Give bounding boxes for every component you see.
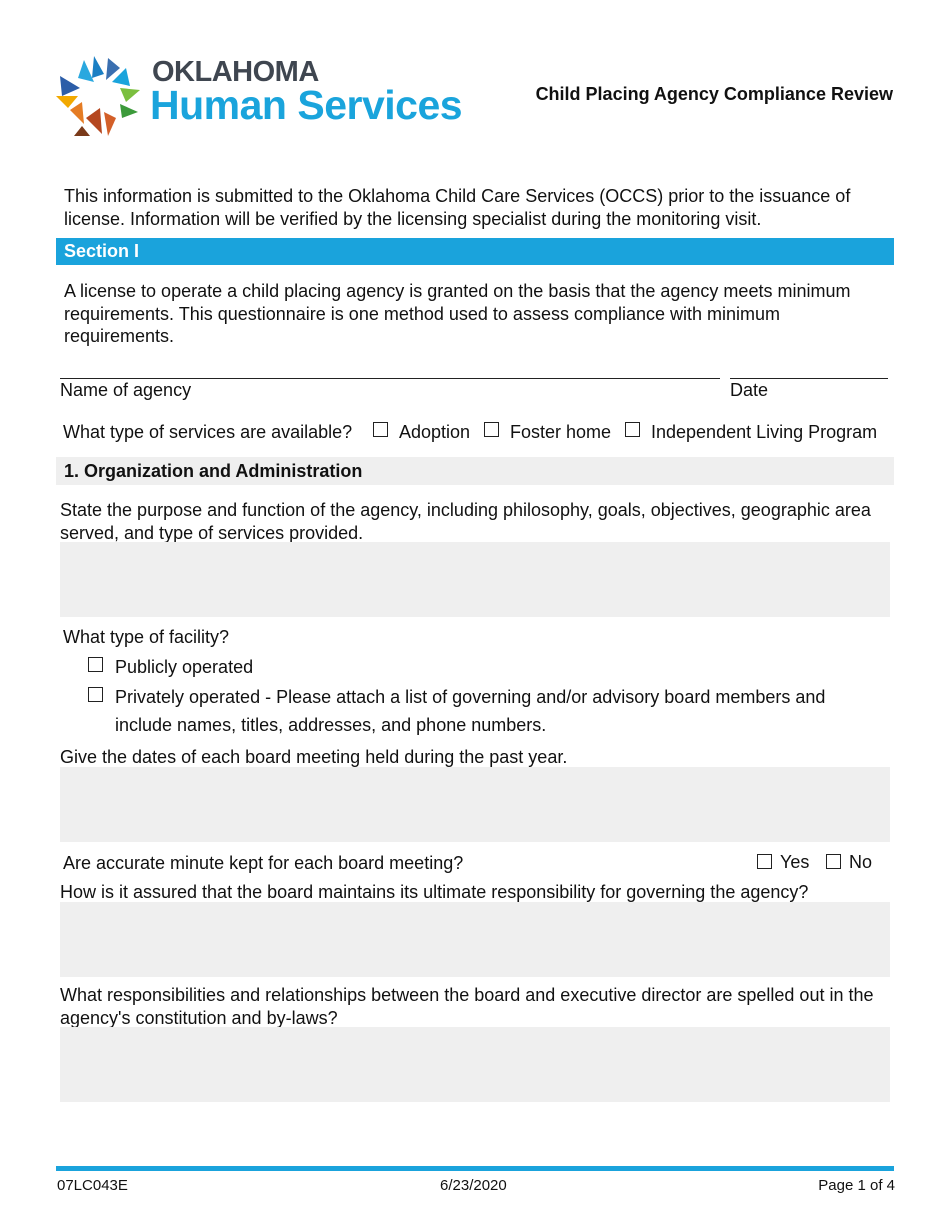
board-dates-answer-field[interactable] — [60, 767, 890, 842]
adoption-label: Adoption — [399, 422, 471, 442]
responsibility-question: How is it assured that the board maintains its ultimate responsibility for governing the agency? — [60, 882, 809, 902]
minutes-question: Are accurate minute kept for each board meeting? — [63, 853, 464, 873]
facility-question: What type of facility? — [63, 627, 230, 647]
board-dates-question: Give the dates of each board meeting held during the past year. — [60, 747, 568, 767]
revision-date: 6/23/2020 — [440, 1177, 507, 1194]
relationships-question: What responsibilities and relationships between the board and executive director are spelled out in the agency's constitution and by-laws? — [60, 985, 874, 1028]
publicly-operated-checkbox[interactable] — [88, 657, 103, 672]
logo-text-human-services: Human Services — [150, 82, 463, 128]
independent-living-label: Independent Living Program — [651, 422, 878, 442]
publicly-operated-label: Publicly operated — [115, 657, 254, 677]
minutes-yes-label: Yes — [780, 852, 810, 872]
section-description: A license to operate a child placing agency is granted on the basis that the agency meets minimum requirements. This questionnaire is one method used to assess compliance with minimum requirements. — [64, 281, 851, 346]
form-title: Child Placing Agency Compliance Review — [535, 84, 893, 104]
date-label: Date — [730, 380, 769, 400]
services-question: What type of services are available? — [63, 422, 353, 442]
foster-home-label: Foster home — [510, 422, 612, 442]
oklahoma-star-logo-icon — [56, 52, 142, 138]
form-number: 07LC043E — [57, 1177, 128, 1194]
section-header: Section I — [56, 238, 894, 265]
agency-name-label: Name of agency — [60, 380, 192, 400]
minutes-no-label: No — [849, 852, 873, 872]
foster-home-checkbox[interactable] — [484, 422, 499, 437]
subsection-header: 1. Organization and Administration — [56, 457, 894, 485]
privately-operated-label-cont: include names, titles, addresses, and phone numbers. — [115, 715, 547, 735]
privately-operated-label: Privately operated - Please attach a list of governing and/or advisory board members and — [115, 687, 826, 707]
intro-text: This information is submitted to the Oklahoma Child Care Services (OCCS) prior to the issuance of license. Information will be verified by the licensing specialist during the monitoring visit. — [64, 186, 851, 229]
footer-divider — [56, 1166, 894, 1171]
privately-operated-checkbox[interactable] — [88, 687, 103, 702]
minutes-no-checkbox[interactable] — [826, 854, 841, 869]
minutes-yes-checkbox[interactable] — [757, 854, 772, 869]
page-number: Page 1 of 4 — [818, 1177, 895, 1194]
purpose-answer-field[interactable] — [60, 542, 890, 617]
purpose-question: State the purpose and function of the agency, including philosophy, goals, objectives, geographic area served, and type of services provided. — [60, 500, 871, 543]
independent-living-checkbox[interactable] — [625, 422, 640, 437]
adoption-checkbox[interactable] — [373, 422, 388, 437]
relationships-answer-field[interactable] — [60, 1027, 890, 1102]
logo-text-oklahoma: OKLAHOMA — [152, 56, 319, 88]
responsibility-answer-field[interactable] — [60, 902, 890, 977]
